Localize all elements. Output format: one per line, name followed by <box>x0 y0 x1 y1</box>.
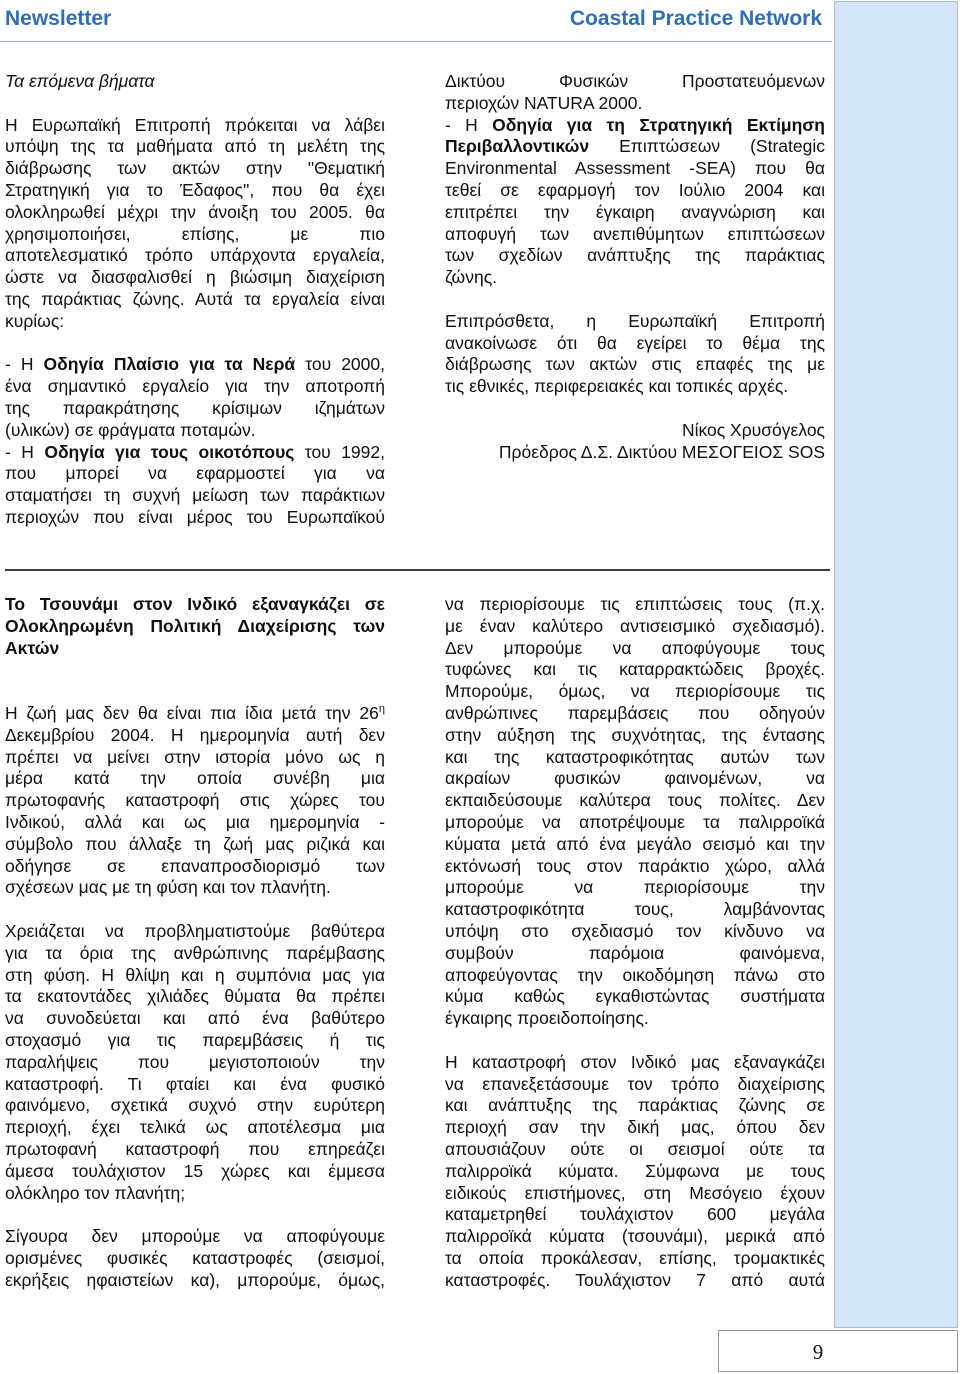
text-line: καταστροφή. Τι φταίει και ένα φυσικό <box>5 1073 385 1094</box>
text-line: καταμετρηθεί τουλάχιστον 600 μεγάλα <box>445 1204 825 1225</box>
text-segment: - Η <box>445 114 493 135</box>
text-segment: Η ζωή μας δεν θα είναι πια ίδια μετά την 26 <box>5 702 379 723</box>
natura-continuation <box>445 71 825 115</box>
bold-text: Οδηγία για τους οικοτόπους <box>44 441 295 462</box>
text-segment: - Η <box>5 441 45 462</box>
text-line: Πρόεδρος Δ.Σ. Δικτύου ΜΕΣΟΓΕΙΟΣ SOS <box>498 441 825 462</box>
text-line: ένα σημαντικό εργαλείο για την αποτροπή <box>5 376 385 397</box>
text-line: κυρίως: <box>5 310 65 331</box>
tsunami-paragraph-3 <box>5 1226 385 1291</box>
text-line: κύματα μετά από ένα μεγάλο σεισμό και την <box>445 833 825 854</box>
text-line: ζώνης. <box>445 267 497 288</box>
text-line: άμεσα τουλάχιστον 15 χώρες και έμμεσα <box>5 1160 385 1181</box>
text-line: Νίκος Χρυσόγελος <box>681 419 825 440</box>
text-line: ειδικούς επιστήμονες, στη Μεσόγειο έχουν <box>445 1182 825 1203</box>
text-line: Environmental Assessment -SEA) που θα <box>445 158 825 179</box>
bold-text: Οδηγία Πλαίσιο για τα Νερά <box>43 354 296 375</box>
text-line: Δικτύου Φυσικών Προστατευόμενων <box>445 71 825 91</box>
text-line: διάβρωσης των ακτών στις επαφές της με <box>445 354 825 375</box>
text-segment: - Η <box>5 354 44 375</box>
text-line: εκρήξεις ηφαιστείων κα), μπορούμε, όμως, <box>5 1269 385 1290</box>
text-line: να επανεξετάσουμε τον τρόπο διαχείρισης <box>445 1073 825 1094</box>
additionally-paragraph <box>445 311 825 398</box>
text-line: για τα όρια της ανθρώπινης παρέμβασης <box>5 942 385 963</box>
text-line: υπόψη στο σχεδιασμό τον κίνδυνο να <box>445 920 825 941</box>
section-divider <box>5 569 830 571</box>
text-line: Μπορούμε, όμως, να περιορίσουμε τις <box>445 681 825 702</box>
text-line: τα εκατοντάδες χιλιάδες θύματα θα πρέπει <box>5 986 385 1007</box>
text-line: Ακτών <box>5 637 60 658</box>
text-line <box>445 136 825 158</box>
text-segment: του 1992, <box>294 441 385 462</box>
text-line: τις εθνικές, περιφερειακές και τοπικές αρχές. <box>445 376 789 397</box>
text-line: (υλικών) σε φράγματα ποταμών. <box>5 419 256 440</box>
text-line: Χρειάζεται να προβληματιστούμε βαθύτερα <box>5 920 385 941</box>
text-segment: Επιπτώσεων (Strategic <box>589 136 825 157</box>
next-steps-right-column <box>445 71 825 463</box>
text-line: έγκαιρης προειδοποίησης. <box>445 1008 649 1029</box>
page-header <box>0 0 832 42</box>
text-line: καταστροφές. Τουλάχιστον 7 από αυτά <box>445 1269 825 1290</box>
text-line: σχέσεων μας με τη φύση και τον πλανήτη. <box>5 877 331 898</box>
text-line: κύμα καθώς εγκαθιστώντας συστήματα <box>445 986 825 1007</box>
text-line: περιοχών NATURA 2000. <box>445 92 643 113</box>
text-line: στην αύξηση της συχνότητας, της έντασης <box>445 724 825 745</box>
sea-directive-item <box>445 115 825 289</box>
tsunami-paragraph-2 <box>5 921 385 1204</box>
text-line <box>5 442 385 464</box>
water-framework-directive-item <box>5 354 385 441</box>
text-line: της παρακράτησης κρίσιμων ιζημάτων <box>5 397 385 418</box>
page-number-box <box>718 1330 958 1372</box>
text-line: τα οποία προκάλεσαν, επίσης, τρομακτικές <box>445 1247 825 1268</box>
text-line: και ανάπτυξης της παράκτιας ζώνης σε <box>445 1095 825 1116</box>
text-line: Ινδικού, αλλά και ως μια ημερομηνία - <box>5 811 385 832</box>
tsunami-article-title <box>5 594 385 659</box>
newsletter-title: Newsletter <box>5 7 112 30</box>
text-line: απουσιάζουν ούτε οι σεισμοί ούτε τα <box>445 1138 825 1159</box>
text-line: καταστροφικότητα τους, λαμβάνοντας <box>445 899 825 920</box>
tsunami-paragraph-1 <box>5 703 385 899</box>
text-line: οδήγησε σε επαναπροσδιορισμό των <box>5 855 385 876</box>
text-line: φαινόμενο, σχετικά συχνό στην ευρύτερη <box>5 1095 385 1116</box>
text-line: Το Τσουνάμι στον Ινδικό εξαναγκάζει σε <box>5 594 385 614</box>
text-line: χρησιμοποιήσει, επίσης, με πιο <box>5 223 385 244</box>
author-signature <box>445 420 825 464</box>
superscript: η <box>378 702 385 715</box>
text-line: επιτρέπει την έγκαιρη αναγνώριση και <box>445 201 825 222</box>
text-line: ολόκληρο τον πλανήτη; <box>5 1182 186 1203</box>
text-line: Επιπρόσθετα, η Ευρωπαϊκή Επιτροπή <box>445 310 825 331</box>
text-line: Δεκεμβρίου 2004. Η ημερομηνία αυτή δεν <box>5 724 385 745</box>
text-line: μέρα κατά την οποία συνέβη μια <box>5 768 385 789</box>
bold-text: Οδηγία για τη Στρατηγική Εκτίμηση <box>492 114 825 135</box>
text-line: τεθεί σε εφαρμογή τον Ιούλιο 2004 και <box>445 179 825 200</box>
text-line: εκτόνωσή τους στον παράκτιο χώρο, αλλά <box>445 855 825 876</box>
text-line: σταματήσει τη συχνή μείωση των παράκτιων <box>5 485 385 506</box>
next-steps-left-column <box>5 71 385 529</box>
text-line <box>5 703 385 725</box>
text-line: ανθρώπινες παρεμβάσεις που οδηγούν <box>445 702 825 723</box>
text-line: Η καταστροφή στον Ινδικό μας εξαναγκάζει <box>445 1051 825 1072</box>
text-line: Σίγουρα δεν μπορούμε να αποφύγουμε <box>5 1226 385 1247</box>
text-line: πρέπει να μείνει στην ιστορία μόνο ως η <box>5 746 385 767</box>
text-line: που μπορεί να εφαρμοστεί για να <box>5 463 385 484</box>
next-steps-heading <box>5 71 385 93</box>
text-line: να συνοδεύεται και από ένα βαθύτερο <box>5 1008 385 1029</box>
text-line: αποφυγή των ανεπιθύμητων επιπτώσεων <box>445 223 825 244</box>
text-line: ολοκληρωθεί μέχρι την άνοιξη του 2005. θα <box>5 201 385 222</box>
text-line: Η Ευρωπαϊκή Επιτροπή πρόκειται να λάβει <box>5 114 385 135</box>
page-number: 9 <box>812 1340 824 1364</box>
text-line: εκπαιδεύσουμε καλύτερα τους πολίτες. Δεν <box>445 790 825 811</box>
text-line: με έναν καλύτερο αντισεισμικό σχεδιασμό). <box>445 615 825 636</box>
text-line: μπορούμε να αποτρέψουμε τα παλιρροϊκά <box>445 811 825 832</box>
text-line: και της καταστροφικότητας αυτών των <box>445 746 825 767</box>
tsunami-paragraph-5 <box>445 1052 825 1292</box>
text-line <box>445 115 825 137</box>
text-line: Δεν μπορούμε να αποφύγουμε τους <box>445 637 825 658</box>
text-line: παραλήψεις που μεγιστοποιούν την <box>5 1051 385 1072</box>
next-steps-intro-paragraph <box>5 115 385 333</box>
bold-text: Περιβαλλοντικών <box>445 136 590 157</box>
text-line: παλιρροϊκά κύματα (τσουνάμι), μερικά από <box>445 1226 825 1247</box>
text-line: μπορούμε να περιορίσουμε την <box>445 877 825 898</box>
text-line: ακραίων φυσικών φαινομένων, να <box>445 768 825 789</box>
text-line: των σχεδίων ανάπτυξης της παράκτιας <box>445 245 825 266</box>
tsunami-right-column <box>445 594 825 1292</box>
text-line: της παράκτιας ζώνης. Αυτά τα εργαλεία είναι <box>5 288 385 309</box>
text-line: παλιρροϊκά κύματα. Σύμφωνα με τους <box>445 1160 825 1181</box>
habitats-directive-item <box>5 442 385 529</box>
text-line: διάβρωσης των ακτών στην "Θεματική <box>5 158 385 179</box>
text-line: τυφώνες και τις καταρρακτώδεις βροχές. <box>445 659 825 680</box>
network-title: Coastal Practice Network <box>569 7 822 30</box>
text-line: να περιορίσουμε τις επιπτώσεις τους (π.χ. <box>445 594 825 614</box>
text-line: αποτελεσματικό τρόπο υπάρχοντα εργαλεία, <box>5 245 385 266</box>
side-decor-bar <box>834 1 958 1328</box>
tsunami-paragraph-4 <box>445 594 825 1030</box>
text-line: ανακοίνωσε ότι θα εγείρει το θέμα της <box>445 332 825 353</box>
text-segment: του 2000, <box>295 354 385 375</box>
text-line: περιοχή, έχει τελικά ως αποτέλεσμα μια <box>5 1117 385 1138</box>
text-line: ορισμένες φυσικές καταστροφές (σεισμοί, <box>5 1247 385 1268</box>
text-line: περιοχή σαν την δική μας, όπου δεν <box>445 1117 825 1138</box>
tsunami-left-column <box>5 594 385 1292</box>
text-line: περιοχών που είναι μέρος του Ευρωπαϊκού <box>5 506 385 527</box>
text-line: Ολοκληρωμένη Πολιτική Διαχείρισης των <box>5 615 385 636</box>
text-line: συμβούν παρόμοια φαινόμενα, <box>445 942 825 963</box>
text-line: Στρατηγική για το Έδαφος", που θα έχει <box>5 179 385 200</box>
text-line: υπόψη της τα μαθήματα από τη μελέτη της <box>5 136 385 157</box>
text-line <box>5 354 385 376</box>
text-line: ώστε να διασφαλισθεί η βιώσιμη διαχείριση <box>5 267 385 288</box>
text-line: πρωτοφανής καταστροφή στις χώρες του <box>5 790 385 811</box>
text-line: Τα επόμενα βήματα <box>5 71 155 91</box>
text-line: πρωτοφανή καταστροφή που επηρεάζει <box>5 1138 385 1159</box>
text-line: σύμβολο που άλλαξε τη ζωή μας ριζικά και <box>5 833 385 854</box>
text-line: αποφεύγοντας την οικοδόμηση πάνω στο <box>445 964 825 985</box>
text-line: στοχασμό για τις παρεμβάσεις ή τις <box>5 1029 385 1050</box>
text-line: στη φύση. Η θλίψη και η συμπόνια μας για <box>5 964 385 985</box>
